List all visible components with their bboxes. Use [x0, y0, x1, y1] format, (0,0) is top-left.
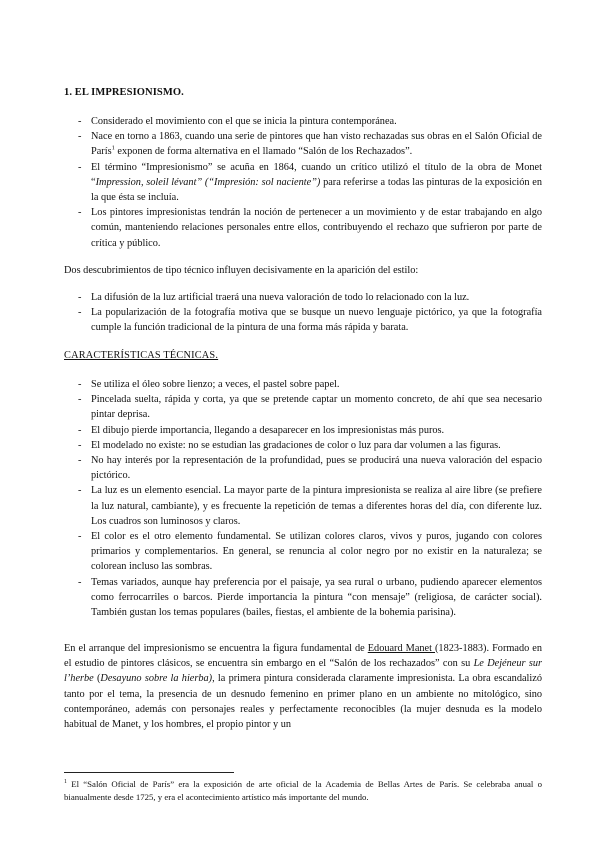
list-item-text: Pincelada suelta, rápida y corta, ya que se pretende captar un momento concreto, de ahí que sea necesario pintar deprisa. — [91, 394, 542, 421]
footnote-ref: 1 — [111, 144, 115, 152]
list-item-text: El dibujo pierde importancia, llegando a desaparecer en los impresionistas más puros. — [91, 424, 445, 436]
list-item: - Considerado el movimiento con el que se inicia la pintura contemporánea. — [78, 116, 397, 127]
list-item-text: Temas variados, aunque hay preferencia por el paisaje, ya sea rural o urbano, pudiendo aparecer elementos como ferrocarriles o barcos. Pierde importancia la pintura “con mensaje” (religiosa, de carácter social). También gustan los temas populares (bailes, fiestas, el ambiente de la bohemia parisina). — [91, 576, 542, 619]
list-item: - El modelado no existe: no se estudian las gradaciones de color o luz para dar volumen a las figuras. — [78, 439, 501, 451]
list-item: - El dibujo pierde importancia, llegando a desaparecer en los impresionistas más puros. — [78, 424, 445, 436]
footnote-marker: 1 — [64, 779, 67, 786]
paragraph-text: ( — [93, 673, 101, 685]
discoveries-list — [64, 290, 542, 336]
list-item-text: El término “Impresionismo” se acuña en 1864, cuando un crítico utilizó el título de la obra de Monet “ — [91, 161, 542, 188]
list-item: - Se utiliza el óleo sobre lienzo; a veces, el pastel sobre papel. — [78, 379, 340, 390]
list-item-text: La popularización de la fotografía motiva que se busque un nuevo lenguaje pictórico, ya que la fotografía cumple la función tradicional de la pintura de una forma más rápida y barata. — [91, 307, 542, 334]
technical-list — [64, 377, 542, 620]
list-item: - El término “Impresionismo” se acuña en 1864, cuando un crítico utilizó el título de la obra de Monet “Impression, soleil lévant” (“Impresión: sol naciente”) para referirse a todas las pinturas de la exposición en la que ésta se incluía. — [78, 161, 543, 204]
list-item: - No hay interés por la representación de la profundidad, pues se producirá una nueva valoración del espacio pictórico. — [78, 455, 542, 482]
footnote-divider — [64, 772, 234, 773]
intro-list — [64, 114, 542, 251]
discoveries-intro: Dos descubrimientos de tipo técnico influyen decisivamente en la aparición del estilo: — [64, 265, 419, 276]
footnote-text: El “Salón Oficial de París” era la exposición de arte oficial de la Academia de Bellas Artes de París. Se celebraba anual o bianualmente desde 1725, y era el acontecimiento artístico más importante del mundo. — [64, 779, 542, 802]
list-item-text: La luz es un elemento esencial. La mayor parte de la pintura impresionista se realiza al aire libre (se prefiere la luz natural, cambiante), y es frecuente la repetición de temas a diferentes horas del día, con diferente luz. Los cuadros son luminosos y claros. — [91, 485, 542, 527]
paragraph-text: (1823-1883). Formado en el estudio de pintores clásicos, se encuentra sin embargo en el “Salón de los rechazados” con su — [64, 643, 542, 670]
list-item-text: La difusión de la luz artificial traerá una nueva valoración de todo lo relacionado con la luz. — [91, 292, 470, 303]
paragraph-text: En el arranque del impresionismo se encuentra la figura fundamental de — [64, 643, 368, 654]
list-item: - Nace en torno a 1863, cuando una serie de pintores que han visto rechazadas sus obras en el Salón Oficial de París$^1$ exponen de forma alternativa en el llamado “Salón de los Rechazados”. — [78, 131, 542, 158]
artist-name: Edouard Manet — [367, 643, 435, 654]
list-item: - La difusión de la luz artificial traerá una nueva valoración de todo lo relacionado con la luz. — [78, 292, 470, 303]
artwork-title-translation: Desayuno sobre la hierba) — [100, 673, 213, 685]
list-item: - Pincelada suelta, rápida y corta, ya que se pretende captar un momento concreto, de ahí que sea necesario pintar deprisa. — [78, 394, 542, 421]
list-item-text: exponen de forma alternativa en el llamado “Salón de los Rechazados”. — [114, 146, 413, 158]
list-item-text: Los pintores impresionistas tendrán la noción de pertenecer a un movimiento y de estar trabajando en algo común, manteniendo relaciones personales entre ellos, contribuyendo el rechazo que sufrieron por parte de crítica y público. — [91, 207, 542, 249]
footnote — [64, 778, 542, 803]
list-item: - La luz es un elemento esencial. La mayor parte de la pintura impresionista se realiza al aire libre (se prefiere la luz natural, cambiante), y es frecuente la repetición de temas a diferentes horas del día, con diferente luz. Los cuadros son luminosos y claros. — [78, 485, 542, 527]
list-item: - Los pintores impresionistas tendrán la noción de pertenecer a un movimiento y de estar trabajando en algo común, manteniendo relaciones personales entre ellos, contribuyendo el rechazo que sufrieron por parte de crítica y público. — [78, 207, 542, 249]
list-item: - El color es el otro elemento fundamental. Se utilizan colores claros, vivos y puros, jugando con colores primarios y complementarios. En general, se renuncia al color negro por no existir en la naturaleza; se colorean incluso las sombras. — [78, 531, 542, 573]
artwork-title: Impression, soleil lévant” (“Impresión: sol naciente”) — [95, 176, 321, 188]
artwork-title: Le Dejéneur sur l’herbe — [64, 658, 542, 685]
list-item-text: No hay interés por la representación de la profundidad, pues se producirá una nueva valoración del espacio pictórico. — [91, 455, 542, 482]
manet-paragraph — [64, 641, 542, 732]
list-item-text: para referirse a todas las pinturas de la exposición en la que ésta se incluía. — [91, 176, 543, 204]
list-item-text: El modelado no existe: no se estudian las gradaciones de color o luz para dar volumen a las figuras. — [91, 439, 501, 451]
list-item-text: Nace en torno a 1863, cuando una serie de pintores que han visto rechazadas sus obras en el Salón Oficial de París — [91, 131, 542, 158]
paragraph-text: , la primera pintura considerada claramente impresionista. La obra escandalizó tanto por el tema, la presencia de un desnudo femenino en primer plano en un ambiente no mitológico, sino contemporáneo, además con personajes reales y perfectamente reconocibles (la mujer desnuda es la modelo habitual de Manet, y los hombres, el propio pintor y un — [64, 673, 542, 731]
list-item-text: Se utiliza el óleo sobre lienzo; a veces, el pastel sobre papel. — [91, 379, 340, 390]
list-item: - La popularización de la fotografía motiva que se busque un nuevo lenguaje pictórico, ya que la fotografía cumple la función tradicional de la pintura de una forma más rápida y barata. — [78, 307, 542, 334]
page-title: 1. EL IMPRESIONISMO. — [64, 87, 184, 98]
list-item-text: El color es el otro elemento fundamental. Se utilizan colores claros, vivos y puros, jugando con colores primarios y complementarios. En general, se renuncia al color negro por no existir en la naturaleza; se colorean incluso las sombras. — [91, 531, 542, 573]
section-title: CARACTERÍSTICAS TÉCNICAS. — [64, 350, 219, 361]
list-item-text: Considerado el movimiento con el que se inicia la pintura contemporánea. — [91, 116, 397, 127]
list-item: - Temas variados, aunque hay preferencia por el paisaje, ya sea rural o urbano, pudiendo aparecer elementos como ferrocarriles o barcos. Pierde importancia la pintura “con mensaje” (religiosa, de carácter social). También gustan los temas populares (bailes, fiestas, el ambiente de la bohemia parisina). — [78, 576, 542, 619]
